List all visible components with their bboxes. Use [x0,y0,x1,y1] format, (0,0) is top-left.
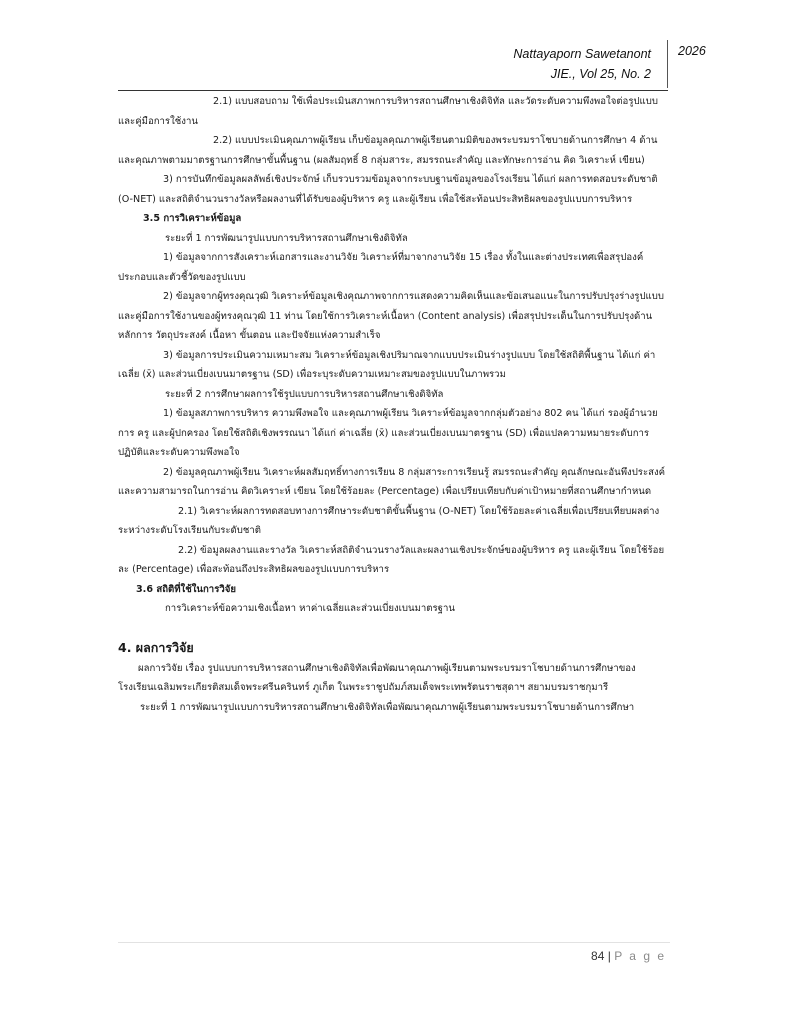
running-header [513,44,651,84]
phase-2-item-2: 2) ข้อมูลคุณภาพผู้เรียน วิเคราะห์ผลสัมฤทธิ์ทางการเรียน 8 กลุ่มสาระการเรียนรู้ สมรรถนะสำคัญ คุณลักษณะอันพึงประสงค์ และความสามารถในการอ่าน คิดวิเคราะห์ เขียน โดยใช้ร้อยละ (Percentage) เพื่อเปรียบเทียบกับค่าเป้าหมายที่สถานศึกษากำหนด [118,466,666,497]
page-body [118,92,670,717]
item-3-empirical-records: 3) การบันทึกข้อมูลผลลัพธ์เชิงประจักษ์ เก็บรวบรวมข้อมูลจากระบบฐานข้อมูลของโรงเรียน ได้แก่ ผลการทดสอบระดับชาติ (O-NET) และสถิติจำนวนรางวัลหรือผลงานที่ได้รับของผู้บริหาร ครู และผู้เรียน เพื่อใช้สะท้อนประสิทธิผลของรูปแบบการบริหาร [118,174,658,205]
section-heading-3-6: 3.6 สถิติที่ใช้ในการวิจัย [136,583,236,595]
publication-year: 2026 [678,44,706,58]
results-intro: ผลการวิจัย เรื่อง รูปแบบการบริหารสถานศึกษาเชิงดิจิทัลเพื่อพัฒนาคุณภาพผู้เรียนตามพระบรมราโชบายด้านการศึกษาของโรงเรียนเฉลิมพระเกียรติสมเด็จพระศรีนครินทร์ ภูเก็ต ในพระราชูปถัมภ์สมเด็จพระเทพรัตนราชสุดาฯ สยามบรมราชกุมารี [118,662,636,693]
phase-2-item-1: 1) ข้อมูลสภาพการบริหาร ความพึงพอใจ และคุณภาพผู้เรียน วิเคราะห์ข้อมูลจากกลุ่มตัวอย่าง 802 คน ได้แก่ รองผู้อำนวยการ ครู และผู้ปกครอง โดยใช้สถิติเชิงพรรณนา ได้แก่ ค่าเฉลี่ย (x̄) และส่วนเบี่ยงเบนมาตรฐาน (SD) เพื่อแปลความหมายระดับการปฏิบัติและระดับความพึงพอใจ [118,408,658,458]
author-name: Nattayaporn Sawetanont [513,47,651,61]
phase-2-heading: ระยะที่ 2 การศึกษาผลการใช้รูปแบบการบริหารสถานศึกษาเชิงดิจิทัล [165,388,444,400]
footer-rule [118,942,670,943]
item-2-1-questionnaire: 2.1) แบบสอบถาม ใช้เพื่อประเมินสภาพการบริหารสถานศึกษาเชิงดิจิทัล และวัดระดับความพึงพอใจต่อรูปแบบและคู่มือการใช้งาน [118,96,658,127]
page-footer [591,949,666,963]
phase-1-item-2: 2) ข้อมูลจากผู้ทรงคุณวุฒิ วิเคราะห์ข้อมูลเชิงคุณภาพจากการแสดงความคิดเห็นและข้อเสนอแนะในการปรับปรุงร่างรูปแบบและคู่มือการใช้งานของผู้ทรงคุณวุฒิ 11 ท่าน โดยใช้การวิเคราะห์เนื้อหา (Content analysis) เพื่อสรุปประเด็นในการปรับปรุงด้านหลักการ วัตถุประสงค์ เนื้อหา ขั้นตอน และปัจจัยแห่งความสำเร็จ [118,291,664,341]
phase-1-item-1: 1) ข้อมูลจากการสังเคราะห์เอกสารและงานวิจัย วิเคราะห์ที่มาจากงานวิจัย 15 เรื่อง ทั้งในและต่างประเทศเพื่อสรุปองค์ประกอบและตัวชี้วัดของรูปแบบ [118,252,644,283]
phase-1-heading: ระยะที่ 1 การพัฒนารูปแบบการบริหารสถานศึกษาเชิงดิจิทัล [165,232,408,244]
header-rule [118,90,668,91]
phase-2-item-2-1: 2.1) วิเคราะห์ผลการทดสอบทางการศึกษาระดับชาติขั้นพื้นฐาน (O-NET) โดยใช้ร้อยละค่าเฉลี่ยเพื่อเปรียบเทียบผลต่างระหว่างระดับโรงเรียนกับระดับชาติ [118,505,660,536]
footer-separator: | [607,949,611,963]
header-divider [667,40,668,88]
page-number: 84 [591,949,605,963]
page-label: P a g e [614,949,666,963]
phase-1-item-3: 3) ข้อมูลการประเมินความเหมาะสม วิเคราะห์ข้อมูลเชิงปริมาณจากแบบประเมินร่างรูปแบบ โดยใช้สถิติพื้นฐาน ได้แก่ ค่าเฉลี่ย (x̄) และส่วนเบี่ยงเบนมาตรฐาน (SD) เพื่อระบุระดับความเหมาะสมของรูปแบบในภาพรวม [118,349,656,380]
journal-info: JIE., Vol 25, No. 2 [550,67,651,81]
section-heading-4: 4. ผลการวิจัย [118,639,194,655]
section-heading-3-5: 3.5 การวิเคราะห์ข้อมูล [143,213,242,224]
item-2-2-learner-assessment: 2.2) แบบประเมินคุณภาพผู้เรียน เก็บข้อมูลคุณภาพผู้เรียนตามมิติของพระบรมราโชบายด้านการศึกษา 4 ด้าน และคุณภาพตามมาตรฐานการศึกษาขั้นพื้นฐาน (ผลสัมฤทธิ์ 8 กลุ่มสาระ, สมรรถนะสำคัญ และทักษะการอ่าน คิด วิเคราะห์ เขียน) [118,135,658,166]
statistics-description: การวิเคราะห์ข้อความเชิงเนื้อหา หาค่าเฉลี่ยและส่วนเบี่ยงเบนมาตรฐาน [165,603,455,614]
results-phase-1: ระยะที่ 1 การพัฒนารูปแบบการบริหารสถานศึกษาเชิงดิจิทัลเพื่อพัฒนาคุณภาพผู้เรียนตามพระบรมราโชบายด้านการศึกษา [140,701,635,713]
phase-2-item-2-2: 2.2) ข้อมูลผลงานและรางวัล วิเคราะห์สถิติจำนวนรางวัลและผลงานเชิงประจักษ์ของผู้บริหาร ครู และผู้เรียน โดยใช้ร้อยละ (Percentage) เพื่อสะท้อนถึงประสิทธิผลของรูปแบบการบริหาร [118,544,665,575]
